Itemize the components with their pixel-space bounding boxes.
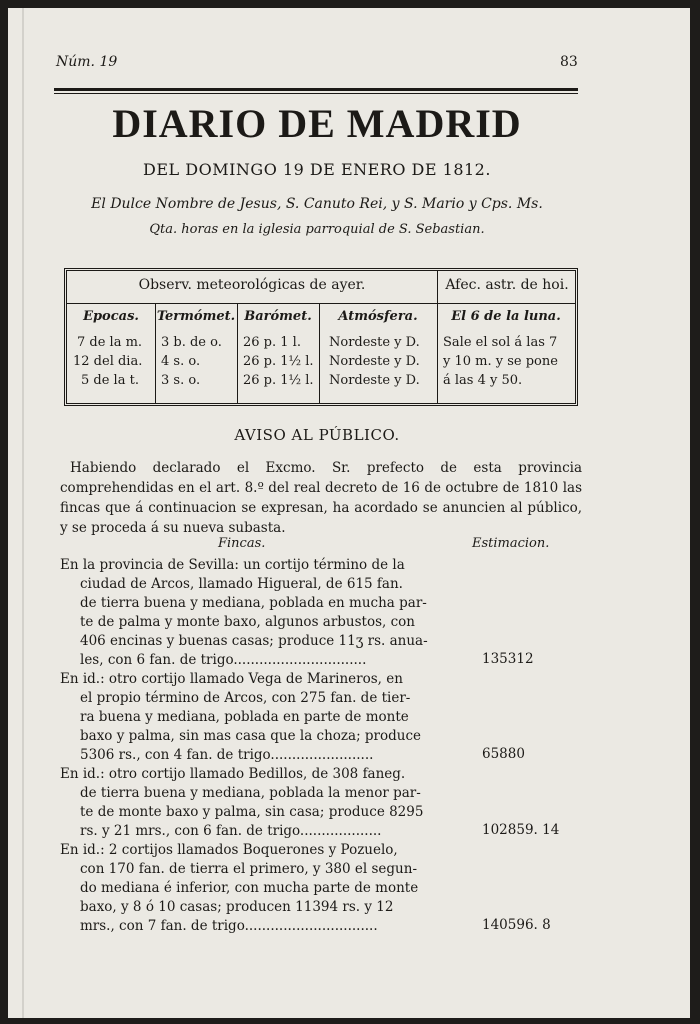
page-number: 83 [560,54,578,70]
col-atmosfera: Atmósfera. [338,309,418,324]
issue-number: Núm. 19 [56,54,118,70]
finca-entry: En id.: otro cortijo llamado Vega de Marineros, en el propio término de Arcos, con 275 fan. de tier- ra buena y mediana, poblada en parte de monte baxo y palma, sin mas casa que la choza; produce 5306 rs., con 4 fan. de trigo........................ [60,671,422,763]
finca-entry: En id.: 2 cortijos llamados Boquerones y Pozuelo, con 170 fan. de tierra el primero, y 380 el segun- do mediana é inferior, con mucha parte de monte baxo, y 8 ó 10 casas; producen 11394 rs. y 12 mrs., con 7 fan. de trigo............................... [60,842,419,934]
fincas-column-header: Fincas. [218,536,266,551]
weather-table [64,268,578,406]
masthead-rule-thick [54,88,578,91]
luna-cell: y 10 m. y se pone [443,354,558,369]
weather-header-rule [67,303,575,304]
luna-cell: Sale el sol á las 7 [443,335,558,350]
forty-hours-notice: Qta. horas en la iglesia parroquial de S. Sebastian. [149,222,485,237]
epoca-cell: 5 de la t. [81,373,139,388]
term-cell: 3 s. o. [161,373,201,388]
barom-cell: 26 p. 1½ l. [243,354,314,369]
newspaper-page [8,8,690,1018]
atmos-cell: Nordeste y D. [329,354,420,369]
col-barometro: Barómet. [244,309,312,324]
page-fold-shadow [22,8,24,1018]
col-termometro: Termómet. [156,309,236,324]
weather-divider-main [437,271,438,403]
estimacion-value: 140596. 8 [482,917,551,933]
estimacion-value: 102859. 14 [482,822,560,838]
atmos-cell: Nordeste y D. [329,373,420,388]
epoca-cell: 7 de la m. [77,335,143,350]
barom-cell: 26 p. 1½ l. [243,373,314,388]
masthead-title: DIARIO DE MADRID [112,101,522,146]
col-luna: El 6 de la luna. [451,309,561,324]
col-epocas: Epocas. [83,309,139,324]
atmos-cell: Nordeste y D. [329,335,420,350]
weather-heading-left: Observ. meteorológicas de ayer. [138,277,366,293]
dateline: DEL DOMINGO 19 DE ENERO DE 1812. [143,160,491,179]
barom-cell: 26 p. 1 l. [243,335,301,350]
masthead-rule-thin [54,93,578,94]
notice-intro: Habiendo declarado el Excmo. Sr. prefecto de esta provincia comprehendidas en el art. 8.º del real decreto de 16 de octubre de 1810 las fincas que á continuacion se expresan, ha acordado se anuncien al público, y se proceda á su nueva subasta. [60,460,582,536]
saints-of-day: El Dulce Nombre de Jesus, S. Canuto Rei, y S. Mario y Cps. Ms. [91,196,543,212]
notice-heading: AVISO AL PÚBLICO. [234,426,400,444]
estimacion-value: 135312 [482,651,534,667]
epoca-cell: 12 del dia. [73,354,143,369]
term-cell: 4 s. o. [161,354,201,369]
luna-cell: á las 4 y 50. [443,373,523,388]
estimacion-column-header: Estimacion. [472,536,550,551]
weather-heading-right: Afec. astr. de hoi. [445,277,569,293]
term-cell: 3 b. de o. [161,335,222,350]
finca-entry: En id.: otro cortijo llamado Bedillos, de 308 faneg. de tierra buena y mediana, poblada la menor par- te de monte baxo y palma, sin casa; produce 8295 rs. y 21 mrs., con 6 fan. de trigo................... [60,766,424,839]
finca-entry: En la provincia de Sevilla: un cortijo término de la ciudad de Arcos, llamado Higueral, de 615 fan. de tierra buena y mediana, poblada en mucha par- te de palma y monte baxo, algunos arbustos, con 406 encinas y buenas casas; produce 11ʒ rs. anua- les, con 6 fan. de trigo............................... [60,557,428,668]
estimacion-value: 65880 [482,746,525,762]
